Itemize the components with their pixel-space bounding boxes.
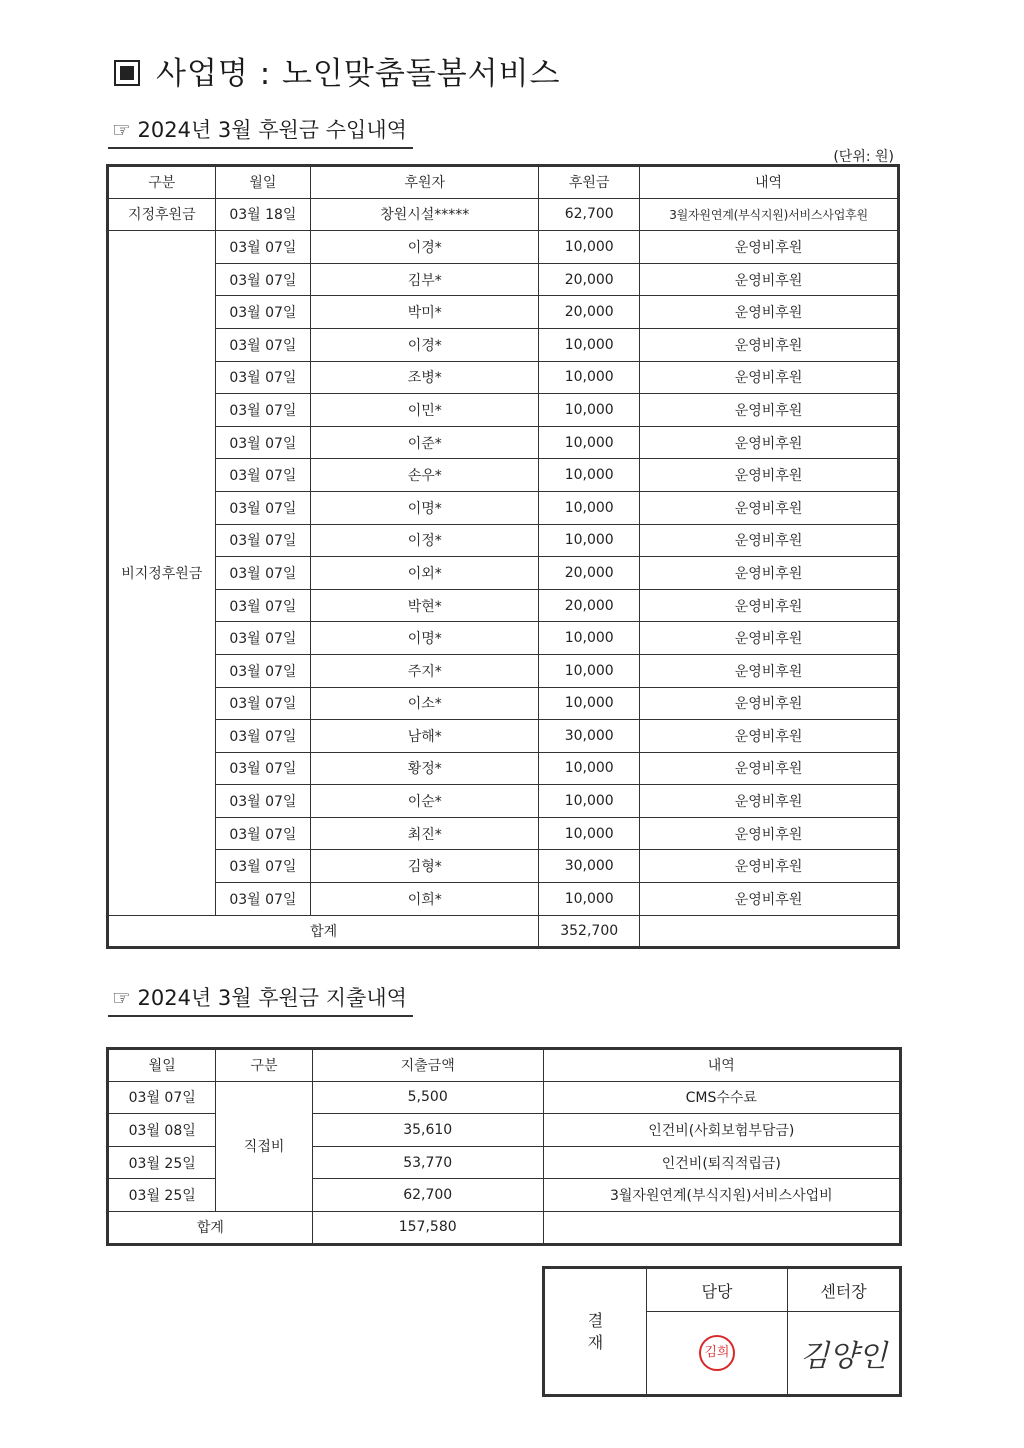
income-row (108, 361, 899, 394)
total-amount: 352,700 (539, 915, 640, 948)
row-desc: 운영비후원 (640, 687, 899, 720)
row-amount: 20,000 (539, 589, 640, 622)
row-donor: 이소* (311, 687, 539, 720)
page-title (114, 48, 561, 93)
income-row (108, 622, 899, 655)
header-desc: 내역 (543, 1049, 900, 1082)
row-donor: 이희* (311, 883, 539, 916)
income-table (106, 164, 900, 949)
income-heading: ☞ 2024년 3월 후원금 수입내역 (108, 114, 413, 149)
row-date: 03월 07일 (215, 361, 311, 394)
row-desc: CMS수수료 (543, 1081, 900, 1114)
income-row (108, 296, 899, 329)
row-date: 03월 07일 (215, 459, 311, 492)
row-amount: 10,000 (539, 622, 640, 655)
row-desc: 운영비후원 (640, 720, 899, 753)
row-donor: 황정* (311, 752, 539, 785)
header-category: 구분 (216, 1049, 312, 1082)
director-signature: 김양인 (800, 1339, 887, 1374)
row-amount: 10,000 (539, 459, 640, 492)
manager-seal: 김희 (699, 1335, 735, 1371)
income-row (108, 557, 899, 590)
income-row (108, 524, 899, 557)
row-donor: 이준* (311, 426, 539, 459)
header-amount: 지출금액 (312, 1049, 543, 1082)
row-date: 03월 07일 (215, 524, 311, 557)
director-label: 센터장 (788, 1268, 901, 1312)
row-amount: 10,000 (539, 687, 640, 720)
designated-row (108, 198, 899, 231)
total-label: 합계 (108, 915, 539, 948)
income-row (108, 883, 899, 916)
row-amount: 5,500 (312, 1081, 543, 1114)
row-amount: 10,000 (539, 231, 640, 264)
row-desc: 운영비후원 (640, 491, 899, 524)
row-desc: 3월자원연계(부식지원)서비스사업비 (543, 1179, 900, 1212)
row-desc: 운영비후원 (640, 752, 899, 785)
header-date: 월일 (215, 166, 311, 199)
expense-header-row (108, 1049, 901, 1082)
row-date: 03월 07일 (215, 426, 311, 459)
row-date: 03월 07일 (215, 491, 311, 524)
undesignated-category: 비지정후원금 (108, 231, 216, 915)
row-amount: 10,000 (539, 491, 640, 524)
row-amount: 10,000 (539, 524, 640, 557)
income-row (108, 491, 899, 524)
row-amount: 20,000 (539, 557, 640, 590)
row-date: 03월 07일 (215, 687, 311, 720)
row-amount: 10,000 (539, 394, 640, 427)
row-donor: 조병* (311, 361, 539, 394)
income-row (108, 394, 899, 427)
income-row (108, 850, 899, 883)
header-desc: 내역 (640, 166, 899, 199)
income-row (108, 328, 899, 361)
row-amount: 35,610 (312, 1114, 543, 1147)
row-date: 03월 07일 (215, 654, 311, 687)
row-date: 03월 07일 (215, 883, 311, 916)
unit-label: (단위: 원) (833, 149, 894, 165)
row-amount: 62,700 (312, 1179, 543, 1212)
row-amount: 53,770 (312, 1146, 543, 1179)
header-amount: 후원금 (539, 166, 640, 199)
row-date: 03월 07일 (215, 328, 311, 361)
income-row (108, 426, 899, 459)
header-category: 구분 (108, 166, 216, 199)
approval-box (542, 1266, 902, 1397)
income-row (108, 687, 899, 720)
income-row (108, 785, 899, 818)
row-donor: 이명* (311, 491, 539, 524)
row-amount: 10,000 (539, 785, 640, 818)
square-bullet-icon (114, 60, 140, 86)
row-desc: 운영비후원 (640, 459, 899, 492)
row-desc: 운영비후원 (640, 589, 899, 622)
row-amount: 10,000 (539, 817, 640, 850)
expense-total-row (108, 1211, 901, 1244)
income-row (108, 263, 899, 296)
expense-row (108, 1081, 901, 1114)
row-donor: 박현* (311, 589, 539, 622)
row-donor: 손우* (311, 459, 539, 492)
header-donor: 후원자 (311, 166, 539, 199)
row-desc: 운영비후원 (640, 817, 899, 850)
row-date: 03월 25일 (108, 1179, 216, 1212)
row-desc: 운영비후원 (640, 394, 899, 427)
row-date: 03월 07일 (108, 1081, 216, 1114)
row-desc: 운영비후원 (640, 850, 899, 883)
row-date: 03월 07일 (215, 557, 311, 590)
row-amount: 10,000 (539, 426, 640, 459)
income-row (108, 231, 899, 264)
expense-category: 직접비 (216, 1081, 312, 1211)
row-donor: 이외* (311, 557, 539, 590)
total-desc (543, 1211, 900, 1244)
row-donor: 남해* (311, 720, 539, 753)
director-signature-cell (788, 1312, 901, 1396)
row-donor: 김형* (311, 850, 539, 883)
row-donor: 김부* (311, 263, 539, 296)
row-donor: 이민* (311, 394, 539, 427)
row-amount: 10,000 (539, 328, 640, 361)
total-desc (640, 915, 899, 948)
expense-table (106, 1047, 902, 1246)
row-desc: 운영비후원 (640, 622, 899, 655)
designated-desc: 3월자원연계(부식지원)서비스사업후원 (640, 198, 899, 231)
total-amount: 157,580 (312, 1211, 543, 1244)
income-row (108, 459, 899, 492)
row-desc: 운영비후원 (640, 361, 899, 394)
row-desc: 운영비후원 (640, 654, 899, 687)
income-row (108, 654, 899, 687)
row-donor: 주지* (311, 654, 539, 687)
manager-seal-cell (646, 1312, 787, 1396)
row-date: 03월 07일 (215, 589, 311, 622)
row-desc: 운영비후원 (640, 426, 899, 459)
row-desc: 운영비후원 (640, 785, 899, 818)
header-date: 월일 (108, 1049, 216, 1082)
expense-heading: ☞ 2024년 3월 후원금 지출내역 (108, 982, 413, 1017)
row-desc: 운영비후원 (640, 296, 899, 329)
income-row (108, 720, 899, 753)
designated-donor: 창원시설***** (311, 198, 539, 231)
designated-category: 지정후원금 (108, 198, 216, 231)
row-amount: 10,000 (539, 361, 640, 394)
row-date: 03월 25일 (108, 1146, 216, 1179)
row-date: 03월 07일 (215, 752, 311, 785)
row-donor: 이정* (311, 524, 539, 557)
row-amount: 10,000 (539, 752, 640, 785)
row-amount: 30,000 (539, 720, 640, 753)
row-amount: 10,000 (539, 654, 640, 687)
row-amount: 30,000 (539, 850, 640, 883)
row-desc: 운영비후원 (640, 263, 899, 296)
total-label: 합계 (108, 1211, 313, 1244)
row-date: 03월 07일 (215, 394, 311, 427)
income-header-row (108, 166, 899, 199)
row-date: 03월 07일 (215, 785, 311, 818)
manager-label: 담당 (646, 1268, 787, 1312)
designated-amount: 62,700 (539, 198, 640, 231)
row-amount: 20,000 (539, 296, 640, 329)
row-desc: 운영비후원 (640, 557, 899, 590)
row-amount: 20,000 (539, 263, 640, 296)
row-date: 03월 07일 (215, 622, 311, 655)
row-desc: 인건비(퇴직적립금) (543, 1146, 900, 1179)
row-desc: 운영비후원 (640, 883, 899, 916)
row-date: 03월 07일 (215, 263, 311, 296)
income-row (108, 752, 899, 785)
approval-label: 결 재 (544, 1268, 647, 1396)
income-total-row (108, 915, 899, 948)
row-donor: 이경* (311, 231, 539, 264)
row-desc: 운영비후원 (640, 524, 899, 557)
row-date: 03월 08일 (108, 1114, 216, 1147)
row-donor: 최진* (311, 817, 539, 850)
row-donor: 이명* (311, 622, 539, 655)
row-date: 03월 07일 (215, 817, 311, 850)
row-amount: 10,000 (539, 883, 640, 916)
designated-date: 03월 18일 (215, 198, 311, 231)
row-date: 03월 07일 (215, 720, 311, 753)
row-desc: 인건비(사회보험부담금) (543, 1114, 900, 1147)
row-desc: 운영비후원 (640, 328, 899, 361)
row-donor: 이경* (311, 328, 539, 361)
row-donor: 이순* (311, 785, 539, 818)
row-date: 03월 07일 (215, 296, 311, 329)
row-desc: 운영비후원 (640, 231, 899, 264)
title-text: 사업명 : 노인맞춤돌봄서비스 (156, 56, 561, 92)
row-date: 03월 07일 (215, 850, 311, 883)
income-row (108, 589, 899, 622)
row-donor: 박미* (311, 296, 539, 329)
row-date: 03월 07일 (215, 231, 311, 264)
income-row (108, 817, 899, 850)
